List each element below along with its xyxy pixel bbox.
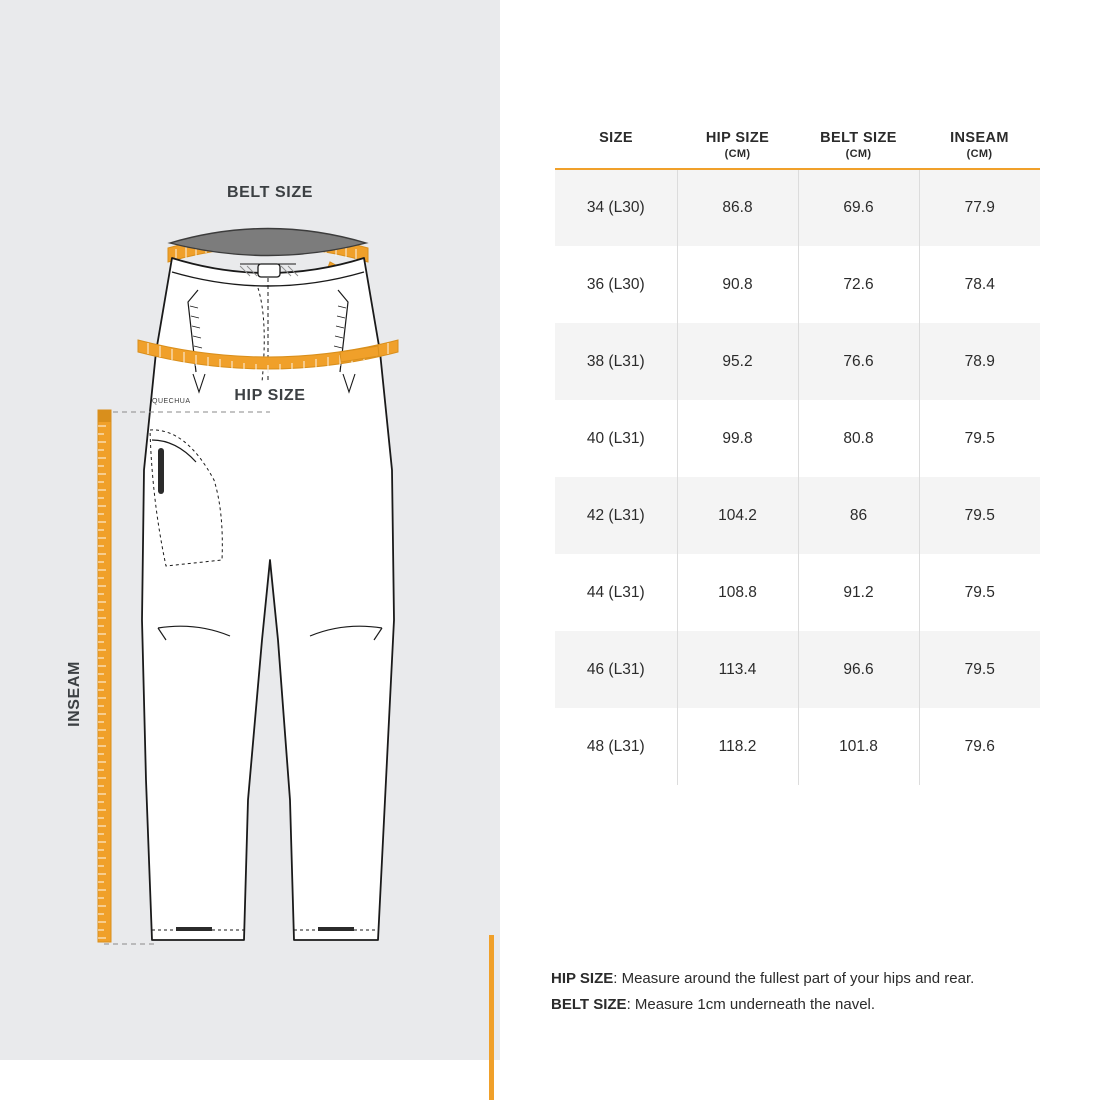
cell-hip: 99.8 xyxy=(677,400,798,477)
note-belt-size-text: : Measure 1cm underneath the navel. xyxy=(626,996,876,1013)
column-header-size-label: SIZE xyxy=(599,130,633,146)
cell-belt: 69.6 xyxy=(798,169,919,246)
table-row xyxy=(555,169,1040,246)
table-row xyxy=(555,554,1040,631)
cell-hip: 95.2 xyxy=(677,323,798,400)
cell-inseam: 78.9 xyxy=(964,352,995,370)
cell-size: 34 (L30) xyxy=(555,169,677,246)
table-header xyxy=(555,130,1040,169)
cell-inseam: 79.5 xyxy=(964,583,995,601)
note-hip-size-text: : Measure around the fullest part of your hips and rear. xyxy=(613,970,975,987)
column-header-belt-label: BELT SIZE xyxy=(820,130,897,146)
table-row xyxy=(555,708,1040,785)
cell-size: 42 (L31) xyxy=(555,477,677,554)
cell-inseam: 79.5 xyxy=(964,660,995,678)
table-row xyxy=(555,246,1040,323)
cell-hip: 90.8 xyxy=(677,246,798,323)
column-header-inseam-label: INSEAM xyxy=(950,130,1009,146)
cell-size: 48 (L31) xyxy=(555,708,677,785)
svg-text:QUECHUA: QUECHUA xyxy=(152,398,191,405)
cell-hip: 113.4 xyxy=(677,631,798,708)
column-header-hip-label: HIP SIZE xyxy=(705,130,770,146)
accent-divider xyxy=(489,935,494,1100)
cell-size: 46 (L31) xyxy=(555,631,677,708)
cell-inseam: 77.9 xyxy=(964,199,995,216)
cell-size: 38 (L31) xyxy=(555,323,677,400)
cell-belt: 80.8 xyxy=(798,400,919,477)
trousers-diagram xyxy=(0,0,500,1060)
cell-belt: 91.2 xyxy=(798,554,919,631)
table-row xyxy=(555,477,1040,554)
cell-hip: 108.8 xyxy=(677,554,798,631)
belt-size-callout: BELT SIZE xyxy=(227,184,313,201)
column-header-inseam xyxy=(919,130,1040,169)
cell-belt: 96.6 xyxy=(798,631,919,708)
note-belt-size xyxy=(551,992,1081,1018)
cell-size: 44 (L31) xyxy=(555,554,677,631)
measurement-notes xyxy=(551,966,1081,1018)
size-chart-table xyxy=(555,130,1040,785)
illustration-panel xyxy=(0,0,500,1060)
note-hip-size-term: HIP SIZE xyxy=(551,970,614,987)
cell-belt: 86 xyxy=(798,477,919,554)
hip-size-callout: HIP SIZE xyxy=(234,387,306,404)
column-header-hip-unit: (CM) xyxy=(724,148,751,160)
cell-inseam: 78.4 xyxy=(964,275,995,293)
table-row xyxy=(555,400,1040,477)
cell-hip: 118.2 xyxy=(677,708,798,785)
column-header-size xyxy=(555,130,677,169)
column-header-inseam-unit: (CM) xyxy=(966,148,993,160)
cell-hip: 104.2 xyxy=(677,477,798,554)
cell-inseam: 79.5 xyxy=(964,429,995,447)
column-header-belt xyxy=(798,130,919,169)
cell-belt: 72.6 xyxy=(798,246,919,323)
cell-size: 36 (L30) xyxy=(555,246,677,323)
cell-inseam: 79.5 xyxy=(964,506,995,524)
cell-size: 40 (L31) xyxy=(555,400,677,477)
column-header-hip xyxy=(677,130,798,169)
table-body xyxy=(555,169,1040,785)
table-row xyxy=(555,323,1040,400)
note-hip-size xyxy=(551,966,1081,992)
inseam-callout: INSEAM xyxy=(66,661,83,727)
cell-inseam: 79.6 xyxy=(964,737,995,755)
measurements-panel xyxy=(500,0,1100,1100)
note-belt-size-term: BELT SIZE xyxy=(551,996,627,1013)
cell-hip: 86.8 xyxy=(677,169,798,246)
cell-belt: 76.6 xyxy=(798,323,919,400)
cell-belt: 101.8 xyxy=(798,708,919,785)
column-header-belt-unit: (CM) xyxy=(845,148,872,160)
table-row xyxy=(555,631,1040,708)
